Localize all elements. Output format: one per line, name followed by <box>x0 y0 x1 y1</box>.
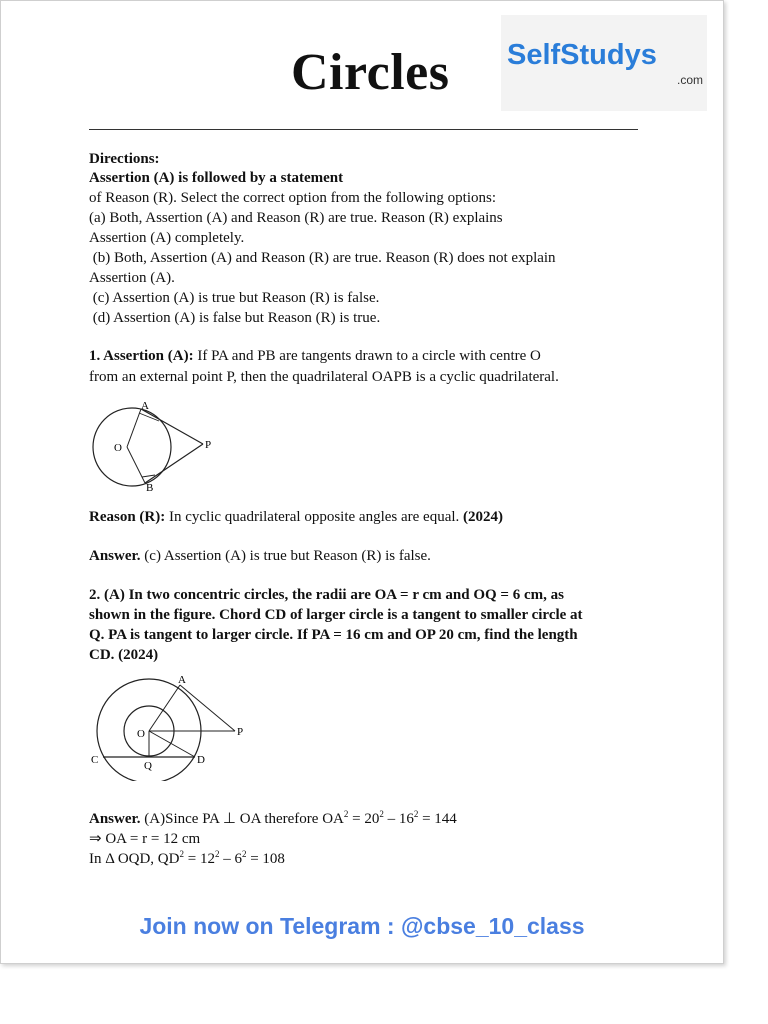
q2-label-c: C <box>91 754 99 766</box>
q2-line-1: 2. (A) In two concentric circles, the radii are OA = r cm and OQ = 6 cm, as <box>89 587 564 603</box>
q1-assertion-line-1 <box>89 346 541 366</box>
q2-ans1-mid2: – 16 <box>383 811 414 827</box>
q1-radius-ob <box>127 447 145 483</box>
q2-ans1-post: = 144 <box>418 811 457 827</box>
sup-2: 2 <box>413 809 419 819</box>
sup-2: 2 <box>343 809 349 819</box>
telegram-link[interactable]: Join now on Telegram : @cbse_10_class <box>139 913 585 939</box>
q1-label-p: P <box>205 439 212 451</box>
reason-text: In cyclic quadrilateral opposite angles are equal. <box>165 509 464 525</box>
reason-label: Reason (R): <box>89 509 166 525</box>
q1-answer-text: (c) Assertion (A) is true but Reason (R) is false. <box>140 548 431 564</box>
logo-text: SelfStudys <box>507 39 657 71</box>
q2-radius-oa <box>149 685 180 731</box>
q2-label-d: D <box>197 754 205 766</box>
q1-radius-oa <box>127 409 141 447</box>
q2-label-q: Q <box>144 760 152 772</box>
q2-ans1-mid1: = 20 <box>348 811 380 827</box>
q1-tangent-figure <box>89 397 229 497</box>
q1-label: 1. Assertion (A): <box>89 348 194 364</box>
q1-text-1: If PA and PB are tangents drawn to a circle with centre O <box>193 348 541 364</box>
q1-tangent-pa <box>141 409 203 444</box>
q1-answer-label: Answer. <box>89 548 141 564</box>
q2-line-2: shown in the figure. Chord CD of larger circle is a tangent to smaller circle at <box>89 607 583 623</box>
q2-label-p: P <box>237 726 244 738</box>
option-c: (c) Assertion (A) is true but Reason (R) is false. <box>89 290 380 306</box>
option-a-line-2: Assertion (A) completely. <box>89 230 245 246</box>
page-title: Circles <box>291 44 450 101</box>
q2-label-a: A <box>178 674 186 686</box>
sup-2: 2 <box>214 849 220 859</box>
q1-answer <box>89 546 431 566</box>
q1-label-a: A <box>141 400 149 412</box>
directions-line-1: Assertion (A) is followed by a statement <box>89 170 344 186</box>
q2-ans1-pre: (A)Since PA ⊥ OA therefore OA <box>140 811 344 827</box>
option-a-line-1: (a) Both, Assertion (A) and Reason (R) are true. Reason (R) explains <box>89 210 503 226</box>
q1-reason <box>89 507 503 527</box>
option-b-line-1: (b) Both, Assertion (A) and Reason (R) are true. Reason (R) does not explain <box>89 250 556 266</box>
q2-line-3: Q. PA is tangent to larger circle. If PA = 16 cm and OP 20 cm, find the length <box>89 627 578 643</box>
logo-domain: .com <box>677 73 704 87</box>
q2-answer-line-2: ⇒ OA = r = 12 cm <box>89 831 201 847</box>
q1-assertion-line-2: from an external point P, then the quadrilateral OAPB is a cyclic quadrilateral. <box>89 369 559 385</box>
q2-answer-line-1 <box>89 809 457 829</box>
q2-answer-line-3 <box>89 849 285 869</box>
q2-ans3-mid2: – 6 <box>219 851 242 867</box>
option-b-line-2: Assertion (A). <box>89 270 175 286</box>
q1-segment-lower <box>142 475 155 477</box>
q2-tangent-pa <box>180 685 235 731</box>
q2-answer-label: Answer. <box>89 811 141 827</box>
q2-ans3-mid1: = 12 <box>183 851 215 867</box>
title-divider <box>89 129 638 130</box>
q1-label-b: B <box>146 482 154 494</box>
q2-label-o: O <box>137 728 145 740</box>
q2-line-4: CD. (2024) <box>89 647 159 663</box>
q2-ans3-pre: In Δ OQD, QD <box>89 851 180 867</box>
q2-line-od <box>149 731 195 757</box>
q1-label-o: O <box>114 442 122 454</box>
directions-heading: Directions: <box>89 151 160 167</box>
q2-concentric-figure <box>87 671 257 781</box>
sup-2: 2 <box>241 849 247 859</box>
reason-year: (2024) <box>463 509 504 525</box>
q1-tangent-pb <box>145 444 203 483</box>
directions-line-2: of Reason (R). Select the correct option from the following options: <box>89 190 496 206</box>
sup-2: 2 <box>379 809 384 819</box>
q2-ans3-post: = 108 <box>246 851 285 867</box>
selfstudys-logo <box>501 15 707 111</box>
option-d: (d) Assertion (A) is false but Reason (R) is true. <box>89 310 381 326</box>
sup-2: 2 <box>179 849 184 859</box>
